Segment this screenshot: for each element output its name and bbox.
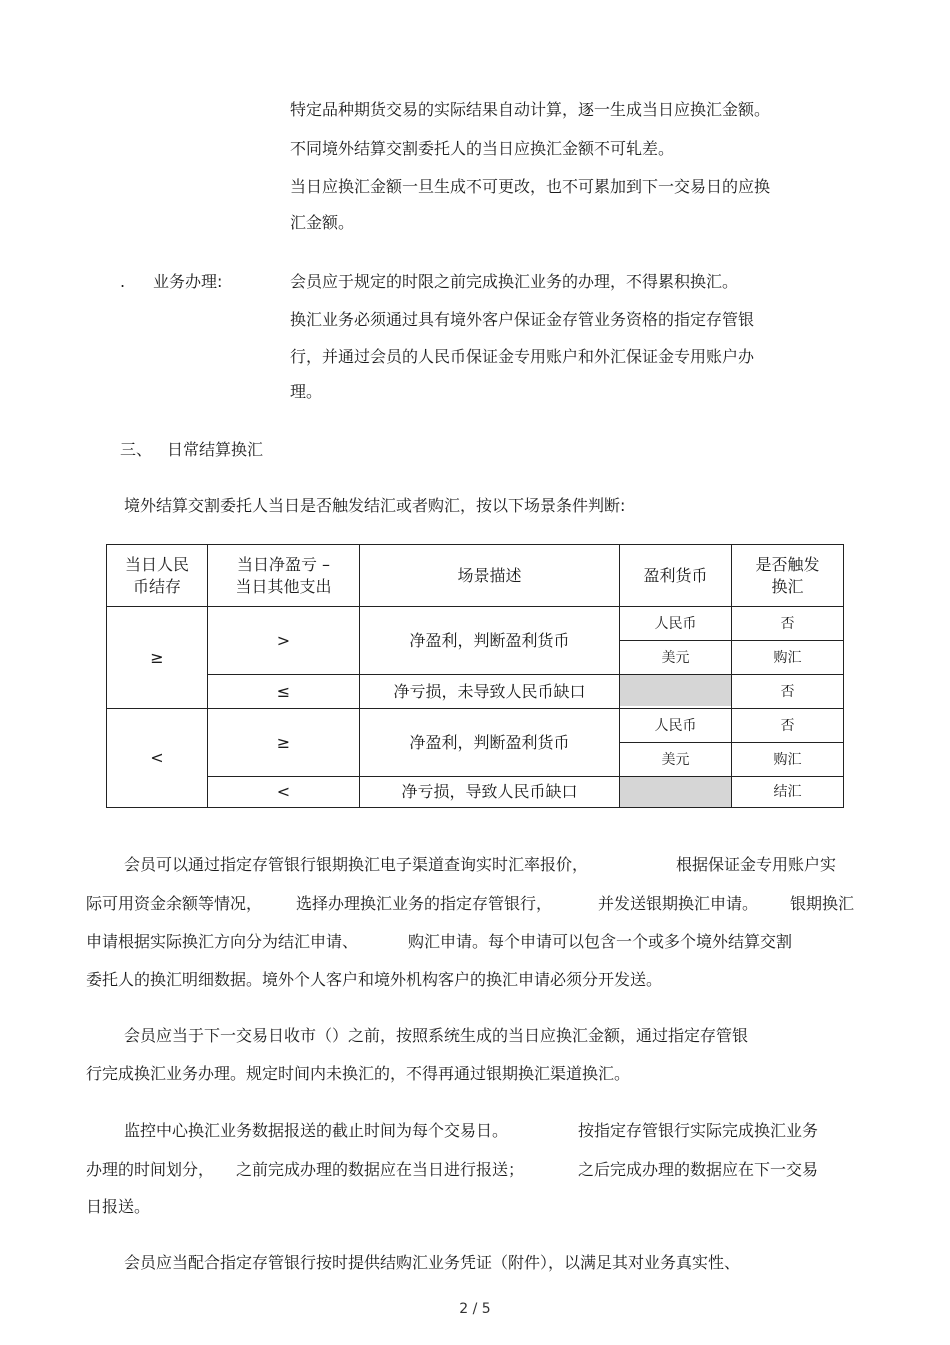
header-scenario: 场景描述 xyxy=(457,565,522,585)
paragraph-vouchers: 会员应当配合指定存管银行按时提供结购汇业务凭证（附件），以满足其对业务真实性、 xyxy=(124,1253,741,1272)
currency-cell: 人民币 xyxy=(654,615,697,632)
page-number: 2 / 5 xyxy=(459,1301,491,1317)
trigger-cell: 否 xyxy=(780,615,795,632)
header-trigger: 是否触发 换汇 xyxy=(755,554,820,596)
top-line-2: 不同境外结算交割委托人的当日应换汇金额不可轧差。 xyxy=(290,139,675,158)
top-line-1: 特定品种期货交易的实际结果自动计算，逐一生成当日应换汇金额。 xyxy=(290,100,771,119)
currency-cell: 美元 xyxy=(661,751,690,768)
pnl-cell: ≥ xyxy=(276,732,291,752)
scenario-cell: 净盈利，判断盈利货币 xyxy=(409,630,570,650)
trigger-cell: 购汇 xyxy=(773,649,802,666)
business-bullet: . xyxy=(120,272,126,291)
trigger-cell: 购汇 xyxy=(773,751,802,768)
header-net-pnl: 当日净盈亏 – 当日其他支出 xyxy=(235,554,332,596)
trigger-cell: 否 xyxy=(780,717,795,734)
currency-cell: 美元 xyxy=(661,649,690,666)
scenario-cell: 净亏损，导致人民币缺口 xyxy=(401,782,578,801)
top-line-3: 当日应换汇金额一旦生成不可更改，也不可累加到下一交易日的应换 xyxy=(290,177,771,196)
business-line-2: 换汇业务必须通过具有境外客户保证金存管业务资格的指定存管银 xyxy=(290,310,755,329)
header-profit-currency: 盈利货币 xyxy=(643,565,708,585)
table-intro: 境外结算交割委托人当日是否触发结汇或者购汇，按以下场景条件判断: xyxy=(124,496,626,515)
pnl-cell: < xyxy=(276,782,291,801)
scenario-cell: 净亏损，未导致人民币缺口 xyxy=(393,681,586,701)
balance-cell: ≥ xyxy=(150,647,164,667)
empty-shaded-cell xyxy=(620,674,731,706)
balance-cell: < xyxy=(150,748,164,767)
trigger-cell: 结汇 xyxy=(773,784,802,800)
section-title: 日常结算换汇 xyxy=(167,440,264,459)
business-label: 业务办理: xyxy=(153,272,223,291)
business-line-4: 理。 xyxy=(290,382,323,401)
scenario-cell: 净盈利，判断盈利货币 xyxy=(409,732,570,752)
business-line-3: 行，并通过会员的人民币保证金专用账户和外汇保证金专用账户办 xyxy=(290,347,755,366)
currency-cell: 人民币 xyxy=(654,717,697,734)
scenario-table xyxy=(106,544,844,808)
business-line-1: 会员应于规定的时限之前完成换汇业务的办理，不得累积换汇。 xyxy=(290,272,739,291)
top-line-4: 汇金额。 xyxy=(290,213,355,232)
header-rmb-balance: 当日人民 币结存 xyxy=(124,554,189,596)
trigger-cell: 否 xyxy=(780,683,795,700)
pnl-cell: > xyxy=(276,630,291,650)
section-number: 三、 xyxy=(120,440,153,459)
pnl-cell: ≤ xyxy=(276,681,291,701)
empty-shaded-cell xyxy=(620,776,731,808)
